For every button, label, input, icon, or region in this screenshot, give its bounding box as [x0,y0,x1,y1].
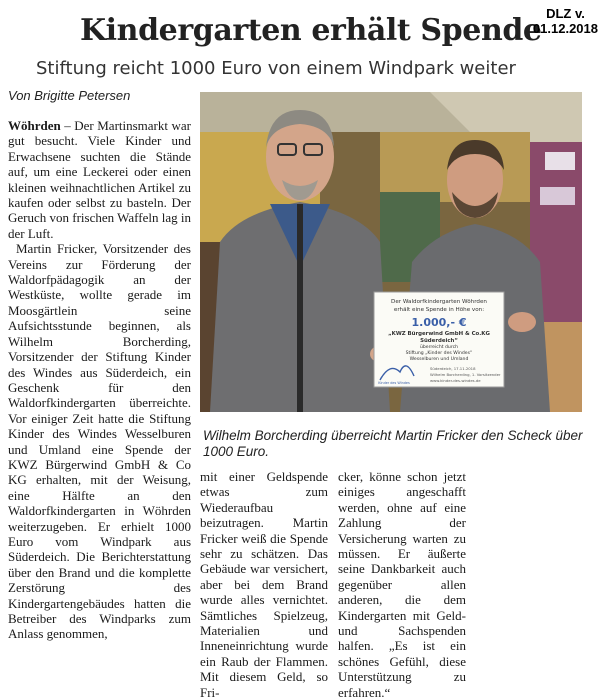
cheque-text: Süderdeich, 17.11.2018 [430,366,476,371]
photo-illustration [200,92,582,412]
cheque-text: www.kinder-des-windes.de [430,378,481,383]
cheque-amount: 1.000,- € [411,316,467,329]
cheque-text: Stiftung „Kinder des Windes“ [405,351,473,356]
paragraph: mit einer Geldspende etwas zum Wiederaufbau beizutragen. Martin Fricker weiß die Spende sehr zu schätzen. Das Gebäude war versichert, aber bei dem Brand wurde alles vernichtet. Sämtliches Spielzeug, Materialien und Inneneinrichtung wurde ein Raub der Flammen. Mit diesem Geld, so Fri- [200,469,328,700]
source-name: DLZ v. [546,6,585,21]
news-photo [200,92,582,412]
article-column-2 [200,469,328,700]
subheadline: Stiftung reicht 1000 Euro von einem Windpark weiter [36,58,516,79]
paragraph [8,118,191,241]
cheque-text: Wesselburen und Umland [409,357,469,362]
cheque-text: „KWZ Bürgerwind GmbH & Co.KG [388,331,490,337]
article-column-3 [338,469,466,700]
cheque-text: Süderdeich“ [420,338,458,344]
article-column-1 [8,118,191,642]
cheque-text: Der Waldorfkindergarten Wöhrden [391,299,487,305]
paragraph: cker, könne schon jetzt einiges angeschafft werden, ohne auf eine Zahlung der Versicherung warten zu müssen. Er äußerte seine Dankbarkeit auch gegenüber allen anderen, die dem Kindergarten mit Geld- und Sachspenden halfen. „Es ist ein schönes Gefühl, diese Unterstützung zu erfahren.“ [338,469,466,700]
cheque-text: Wilhelm Borcherding, 1. Vorsitzender [430,372,501,377]
source-date: 01.12.2018 [532,21,598,36]
paragraph: Martin Fricker, Vorsitzender des Vereins zur Förderung der Waldorfpädagogik an der Westküste, wollte gerade im Moosgärtlein seine Aufsichtsstunde beginnen, als Wilhelm Borcherding, Vorsitzender der Stiftung Kinder des Windes aus Süderdeich, ein Geschenk für den Waldorfkindergarten überreichte. Vor einiger Zeit hatte die Stiftung Kinder des Windes Wesselburen und Umland eine Spende der KWZ Bürgerwind GmbH & Co KG erhalten, mit der Weisung, eine Hälfte an den Waldorfkindergarten in Wöhrden weiterzugeben. Er erhielt 1000 Euro vom Windpark aus Süderdeich. Die Berichterstattung über den Brand und die komplette Zerstörung des Kindergartengebäudes hatten die Betreiber des Windparks zum Anlass genommen, [8,241,191,642]
cheque-logo-text: Kinder des Windes [378,381,410,385]
cheque-text: überreicht durch [419,345,459,350]
headline: Kindergarten erhält Spende [80,13,542,48]
byline: Von Brigitte Petersen [8,88,131,103]
paragraph-text: – Der Martinsmarkt war gut besucht. Viele Kinder und Erwachsene suchten die Stände auf, um eine Leckerei oder einen kleinen weihnachtlichen Artikel zu kaufen oder selbst zu basteln. Der Geruch von frischen Waffeln lag in der Luft. [8,118,191,241]
dateline-place: Wöhrden [8,118,61,133]
photo-caption: Wilhelm Borcherding überreicht Martin Fricker den Scheck über 1000 Euro. [203,428,583,459]
cheque-text: erhält eine Spende in Höhe von: [393,307,485,313]
source-label [533,6,598,36]
